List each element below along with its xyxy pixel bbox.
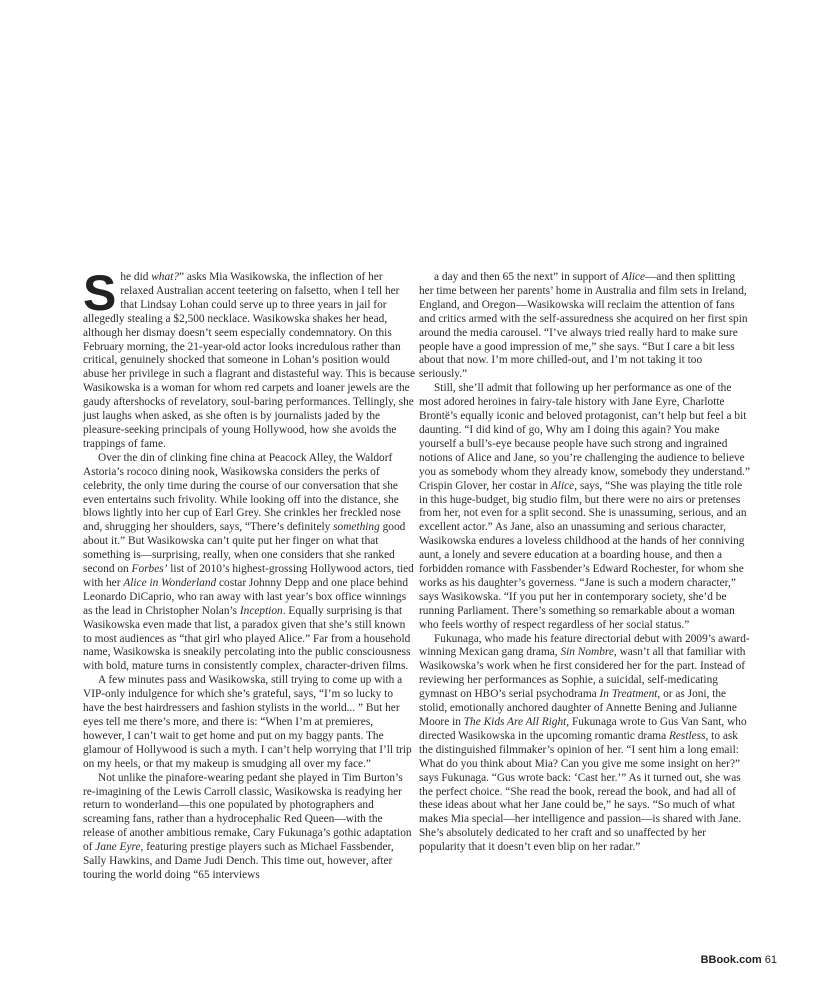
article-column-left xyxy=(83,265,416,883)
article-paragraph xyxy=(419,382,752,632)
italic-title: Alice xyxy=(621,271,646,283)
text-run: costar Johnny Depp and one place behind Leonardo DiCaprio, who ran away with last year’s box office winnings as the lead in Christopher Nolan’s xyxy=(83,576,409,617)
italic-title: something xyxy=(333,521,380,534)
article-paragraph xyxy=(419,633,752,856)
italic-title: Forbes’ xyxy=(131,563,168,576)
text-run: Still, she’ll admit that following up her performance as one of the most adored heroines in fairy-tale history with Jane Eyre, Charlotte Brontë’s equally iconic and beloved protagonist, can’t help but feel a bit daunting. “I did kind of go, Why am I doing this again? You make yourself a bull’s-eye because people have such strong and ingrained notions of Alice and Jane, so you’re challenging the audience to believe you as somebody whom they already know, somebody they understand.” Crispin Glover, her costar in xyxy=(419,382,751,492)
drop-cap: S xyxy=(83,265,117,321)
text-run: good about it.” But Wasikowska can’t quite put her finger on what that something is—surprising, really, when one considers that she ranked second on xyxy=(83,521,406,576)
article-paragraph xyxy=(83,772,416,883)
text-run: a day and then 65 the next” in support of xyxy=(434,271,622,283)
text-run: , or as Joni, the stolid, emotionally anchored daughter of Annette Bening and Julianne Moore in xyxy=(419,688,737,728)
text-run: Fukunaga, who made his feature directorial debut with 2009’s award-winning Mexican gang drama, xyxy=(419,632,750,659)
text-run: , to ask the distinguished filmmaker’s opinion of her. “I sent him a long email: What do you think about Mia? Can you give me some insight on her?” says Fukunaga. “Gus wrote back: ‘Cast her.’” As it turned out, she was the perfect choice. “She read the book, reread the book, and had all of these ideas about what her Jane could be,” he says. “So much of what makes Mia special—her intelligence and passion—is shared with Jane. She’s absolutely dedicated to her craft and so unaffected by her popularity that it doesn’t even blip on her radar.” xyxy=(419,729,742,854)
text-run: list of 2010’s highest-grossing Hollywood actors, tied with her xyxy=(83,563,414,589)
text-run: . Equally surprising is that Wasikowska even made that list, a paradox given that she’s still known to most audiences as “that girl who played Alice.” Far from a household name, Wasikowska is sneakily percolating into the public consciousness with bold, mature turns in consistently complex, character-driven films. xyxy=(83,604,411,673)
text-run: A few minutes pass and Wasikowska, still trying to come up with a VIP-only indulgence for which she’s grateful, says, “I’m so lucky to have the best hairdressers and fashion stylists in the world... ” But her eyes tell me there’s more, and there is: “When I’m at premieres, however, I can’t wait to get home and put on my baggy pants. The glamour of Hollywood is such a myth. I can’t help worrying that I’ll trip on my heels, or that my makeup is smudging all over my face.” xyxy=(83,674,412,770)
text-run: Over the din of clinking fine china at Peacock Alley, the Waldorf Astoria’s rococo dining nook, Wasikowska considers the perks of celebrity, the only time during the course of our conversation that she even entertains such frivolity. While looking off into the distance, she blows lightly into her cup of Earl Grey. She crinkles her freckled nose and, shrugging her shoulders, says, “There’s definitely xyxy=(83,451,401,534)
italic-title: what? xyxy=(151,271,179,283)
article-paragraph xyxy=(83,452,416,675)
page-footer xyxy=(701,954,777,966)
italic-title: Jane Eyre xyxy=(95,841,141,854)
article-paragraph xyxy=(83,674,416,771)
text-run: —and then splitting her time between her parents’ home in Australia and film sets in Ireland, England, and Oregon—Wasikowska will reclaim the attention of fans and critics armed with the self-assuredness she acquired on her first spin around the media carousel. “I’ve always tried really hard to make sure people have a good impression of me,” she says. “But I care a bit less about that now. I’m more chilled-out, and I’m not taking it too seriously.” xyxy=(419,271,748,381)
text-run: , says, “She was playing the title role in this huge-budget, big studio film, but there were no airs or pretenses from her, not even for a split second. She is unassuming, serious, and an excellent actor.” As Jane, also an unassuming and serious character, Wasikowska endures a loveless childhood at the hands of her conniving aunt, a lonely and severe education at a boarding house, and then a forbidden romance with Fassbender’s Edward Rochester, for whom she works as his daughter’s governess. “Jane is such a modern character,” says Wasikowska. “If you put her in contemporary society, she’d be running Parliament. There’s something so remarkable about a woman who feels worthy of respect regardless of her social status.” xyxy=(419,479,747,631)
italic-title: Alice in Wonderland xyxy=(123,576,217,589)
italic-title: Sin Nombre xyxy=(560,646,614,659)
page-number: 61 xyxy=(764,954,777,966)
italic-title: Restless xyxy=(668,729,706,742)
italic-title: Inception xyxy=(239,604,283,617)
text-run: he did xyxy=(120,271,152,283)
footer-site-name: BBook.com xyxy=(700,954,762,966)
text-run: , Fukunaga wrote to Gus Van Sant, who directed Wasikowska in the upcoming romantic drama xyxy=(419,716,747,742)
text-run: , featuring prestige players such as Michael Fassbender, Sally Hawkins, and Dame Judi Dench. This time out, however, after touring the world doing “65 interviews xyxy=(83,841,394,881)
article-column-right xyxy=(419,271,752,855)
text-run: , wasn’t all that familiar with Wasikowska’s work when he first considered her for the part. Instead of reviewing her performances as Sophie, a suicidal, self-medicating gymnast on HBO’s serial psychodrama xyxy=(419,646,746,701)
italic-title: In Treatment xyxy=(599,688,658,701)
text-run: ” asks Mia Wasikowska, the inflection of her relaxed Australian accent teetering on falsetto, when I tell her that Lindsay Lohan could serve up to three years in jail for allegedly stealing a $2,500 necklace. Wasikowska shakes her head, although her dismay doesn’t seem especially condemnatory. On this February morning, the 21-year-old actor looks incredulous rather than critical, genuinely shocked that someone in Lohan’s position would abuse her privilege in such a flagrant and distasteful way. This is because Wasikowska is a woman for whom red carpets and loaner jewels are the gaudy aftershocks of revelatory, soul-baring performances. Tellingly, she just laughs when asked, as she often is by journalists jaded by the pleasure-seeking principals of young Hollywood, how she avoids the trappings of fame. xyxy=(83,271,416,450)
article-paragraph xyxy=(83,265,416,452)
text-run: Not unlike the pinafore-wearing pedant she played in Tim Burton’s re-imagining of the Lewis Carroll classic, Wasikowska is readying her return to wonderland—this one populated by photographers and screaming fans, rather than a hydrocephalic Red Queen—with the release of another ambitious remake, Cary Fukunaga’s gothic adaptation of xyxy=(83,771,412,854)
article-paragraph xyxy=(419,271,752,382)
italic-title: The Kids Are All Right xyxy=(463,716,567,728)
italic-title: Alice xyxy=(550,479,575,492)
